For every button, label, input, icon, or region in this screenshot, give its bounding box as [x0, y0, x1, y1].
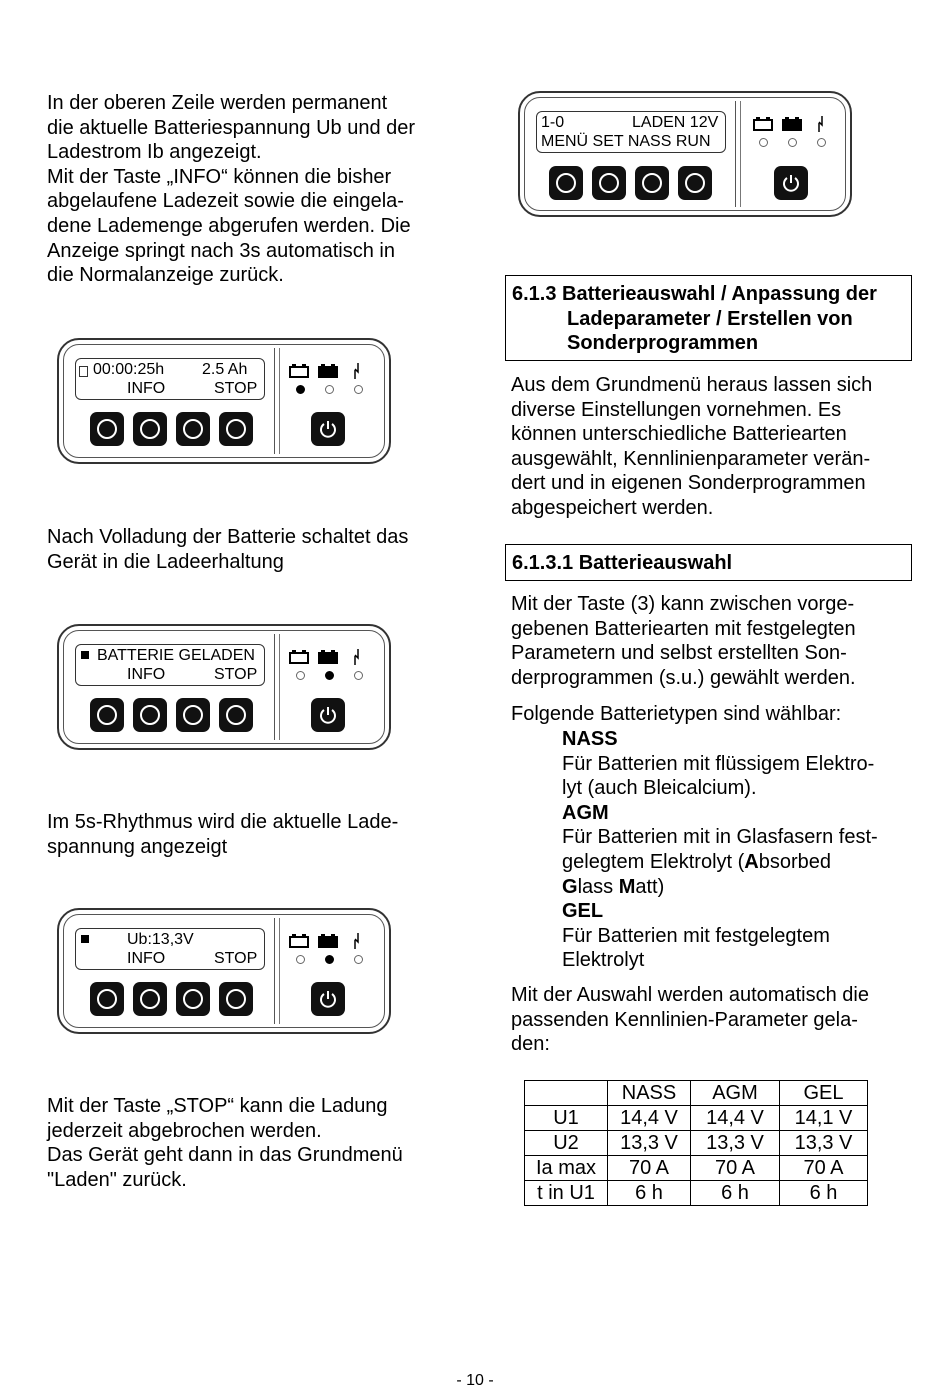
softkey-label-stop: STOP	[214, 380, 258, 397]
status-square-icon	[81, 651, 89, 659]
key-1-button[interactable]	[90, 698, 124, 732]
power-icon	[781, 173, 801, 193]
battery-types-list: NASS Für Batterien mit flüssigem Elektro- lyt (auch Bleicalcium). AGM Für Batterien mit in Glasfasern fest- gelegtem Elektrolyt (Absorbed Glass Matt) GEL Für Batterien mit festgelegtem Elektrolyt	[562, 728, 878, 972]
power-icon	[318, 419, 338, 439]
battery-full-icon	[318, 934, 338, 948]
status-led-3	[817, 138, 826, 147]
error-icon	[353, 932, 361, 950]
key-4-button[interactable]	[219, 982, 253, 1016]
left-paragraph-3: Im 5s-Rhythmus wird die aktuelle Lade- spannung angezeigt	[47, 811, 399, 858]
power-button[interactable]	[311, 982, 345, 1016]
key-1-button[interactable]	[90, 982, 124, 1016]
lcd-screen: 00:00:25h 2.5 Ah INFO STOP	[75, 358, 265, 400]
power-button[interactable]	[311, 412, 345, 446]
power-icon	[318, 705, 338, 725]
battery-types-intro: Folgende Batterietypen sind wählbar:	[511, 703, 842, 725]
error-icon	[353, 648, 361, 666]
battery-parameter-table	[524, 1080, 868, 1206]
charger-display-info	[57, 338, 391, 464]
charger-display-menu	[518, 91, 852, 217]
status-led-2	[325, 671, 334, 680]
document-icon	[79, 366, 88, 377]
right-paragraph-auto: Mit der Auswahl werden automatisch die passenden Kennlinien-Parameter gela- den:	[511, 984, 869, 1056]
error-icon	[817, 115, 825, 133]
table-row: Ia max 70 A 70 A 70 A	[525, 1156, 868, 1181]
softkey-label-stop: STOP	[214, 666, 258, 683]
right-paragraph-6-1-3-1: Mit der Taste (3) kann zwischen vorge- gebenen Batteriearten mit festgelegten Parametern und selbst erstellten Son- derprogrammen (s.u.) gewählt werden.	[511, 593, 856, 689]
softkey-label-info: INFO	[127, 380, 166, 397]
left-paragraph-2: Nach Volladung der Batterie schaltet das Gerät in die Ladeerhaltung	[47, 526, 409, 573]
battery-full-icon	[782, 117, 802, 131]
section-heading-6-1-3-1: 6.1.3.1 Batterieauswahl	[505, 544, 912, 581]
table-row: U1 14,4 V 14,4 V 14,1 V	[525, 1106, 868, 1131]
page-number: - 10 -	[456, 1372, 494, 1389]
battery-full-icon	[318, 650, 338, 664]
key-3-button[interactable]	[176, 982, 210, 1016]
lcd-screen: Ub:13,3V INFO STOP	[75, 928, 265, 970]
key-2-button[interactable]	[592, 166, 626, 200]
left-paragraph-1: In der oberen Zeile werden permanent die aktuelle Batteriespannung Ub und der Ladestrom Ib angezeigt. Mit der Taste „INFO“ können die bisher abgelaufene Ladezeit sowie die eingela- dene Lademenge abgerufen werden. Die Anzeige springt nach 3s automatisch in die Normalanzeige zurück.	[47, 92, 416, 287]
key-4-button[interactable]	[678, 166, 712, 200]
table-header-row: NASS AGM GEL	[525, 1081, 868, 1106]
softkey-label-stop: STOP	[214, 950, 258, 967]
key-3-button[interactable]	[176, 412, 210, 446]
battery-empty-icon	[753, 117, 773, 131]
key-4-button[interactable]	[219, 698, 253, 732]
status-led-2	[788, 138, 797, 147]
battery-full-icon	[318, 364, 338, 378]
status-led-1	[759, 138, 768, 147]
power-icon	[318, 989, 338, 1009]
key-2-button[interactable]	[133, 698, 167, 732]
status-led-1	[296, 955, 305, 964]
softkey-label-info: INFO	[127, 666, 166, 683]
softkey-label-info: INFO	[127, 950, 166, 967]
charger-display-spannung	[57, 908, 391, 1034]
power-button[interactable]	[774, 166, 808, 200]
key-3-button[interactable]	[176, 698, 210, 732]
key-2-button[interactable]	[133, 982, 167, 1016]
status-square-icon	[81, 935, 89, 943]
key-2-button[interactable]	[133, 412, 167, 446]
table-row: U2 13,3 V 13,3 V 13,3 V	[525, 1131, 868, 1156]
table-row: t in U1 6 h 6 h 6 h	[525, 1181, 868, 1206]
battery-empty-icon	[289, 650, 309, 664]
section-heading-6-1-3: 6.1.3 Batterieauswahl / Anpassung der Ladeparameter / Erstellen von Sonderprogrammen	[505, 275, 912, 361]
status-led-3	[354, 385, 363, 394]
key-4-button[interactable]	[219, 412, 253, 446]
key-1-button[interactable]	[549, 166, 583, 200]
battery-empty-icon	[289, 364, 309, 378]
power-button[interactable]	[311, 698, 345, 732]
status-led-1	[296, 385, 305, 394]
lcd-screen: BATTERIE GELADEN INFO STOP	[75, 644, 265, 686]
battery-empty-icon	[289, 934, 309, 948]
key-1-button[interactable]	[90, 412, 124, 446]
right-paragraph-6-1-3: Aus dem Grundmenü heraus lassen sich diverse Einstellungen vornehmen. Es können unterschiedliche Batteriearten ausgewählt, Kennlinienparameter verän- dert und in eigenen Sonderprogrammen abgespeichert werden.	[511, 374, 873, 519]
status-led-1	[296, 671, 305, 680]
left-paragraph-4: Mit der Taste „STOP“ kann die Ladung jederzeit abgebrochen werden. Das Gerät geht dann in das Grundmenü "Laden" zurück.	[47, 1095, 403, 1191]
error-icon	[353, 362, 361, 380]
status-led-2	[325, 385, 334, 394]
key-3-button[interactable]	[635, 166, 669, 200]
status-led-3	[354, 955, 363, 964]
status-led-2	[325, 955, 334, 964]
lcd-screen: 1-0 LADEN 12V MENÜ SET NASS RUN	[536, 111, 726, 153]
status-led-3	[354, 671, 363, 680]
charger-display-geladen	[57, 624, 391, 750]
